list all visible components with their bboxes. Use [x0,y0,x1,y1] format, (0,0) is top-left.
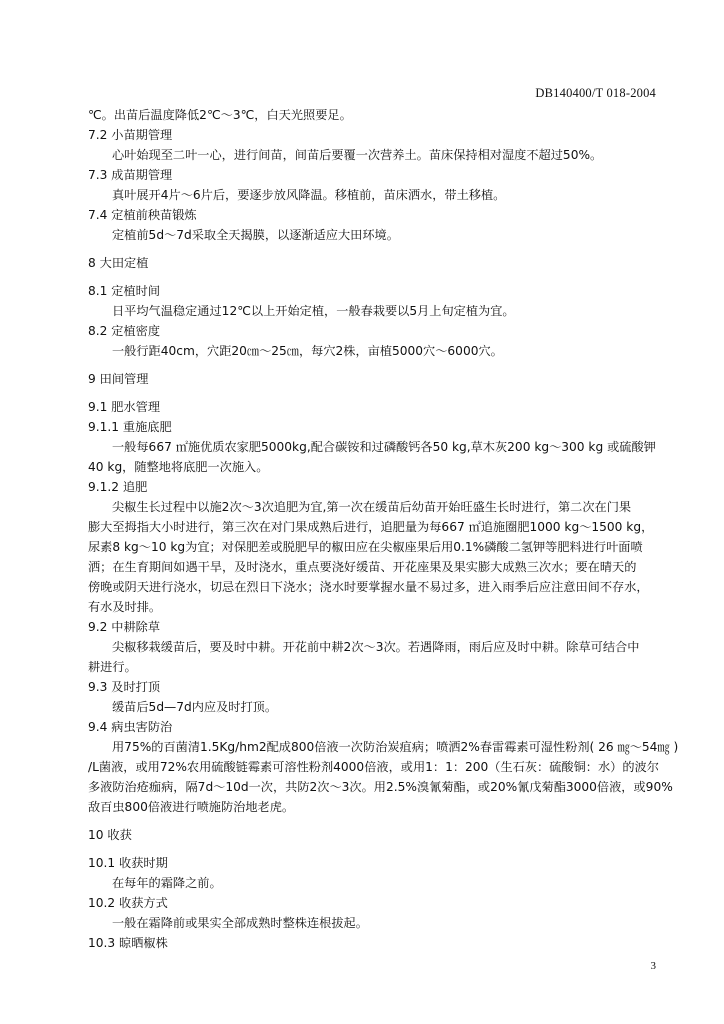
body-text: 用75%的百菌清1.5Kg/hm2配成800倍液一次防治炭疽病；喷洒2%春雷霉素可湿性粉剂( 26 ㎎～54㎎ ) [112,740,679,754]
section-heading: 10.3 晾晒椒株 [88,936,168,950]
body-text: 一般行距40cm，穴距20㎝～25㎝，每穴2株，亩植5000穴～6000穴。 [112,344,503,358]
section-heading: 9.4 病虫害防治 [88,720,173,734]
section-heading: 9.1 肥水管理 [88,400,161,414]
section-heading: 9.3 及时打顶 [88,680,161,694]
body-text: 敌百虫800倍液进行喷施防治地老虎。 [88,800,295,814]
section-heading: 8.2 定植密度 [88,324,161,338]
section-heading: 10.2 收获方式 [88,896,168,910]
subsection-heading: 9.1.2 追肥 [88,480,148,494]
body-text: ℃。出苗后温度降低2℃～3℃，白天光照要足。 [88,108,352,122]
body-text: 耕进行。 [88,660,137,674]
body-text: 洒；在生育期间如遇干旱，及时浇水，重点要浇好缓苗、开花座果及果实膨大成熟三次水；要在晴天的 [88,560,637,574]
chapter-heading: 9 田间管理 [88,372,149,386]
subsection-heading: 9.1.1 重施底肥 [88,420,172,434]
body-text: 一般在霜降前或果实全部成熟时整株连根拔起。 [112,916,368,930]
section-heading: 8.1 定植时间 [88,284,161,298]
body-text: 40 kg，随整地将底肥一次施入。 [88,460,269,474]
body-text: 傍晚或阴天进行浇水，切忌在烈日下浇水；浇水时要掌握水量不易过多，进入雨季后应注意田间不存水， [88,580,649,594]
body-text: 缓苗后5d—7d内应及时打顶。 [112,700,278,714]
body-text: 有水及时排。 [88,600,162,614]
chapter-heading: 8 大田定植 [88,256,149,270]
section-heading: 7.3 成苗期管理 [88,168,173,182]
section-heading: 7.4 定植前秧苗锻炼 [88,208,197,222]
body-text: 尿素8 kg～10 kg为宜；对保肥差或脱肥早的椒田应在尖椒座果后用0.1%磷酸二氢钾等肥料进行叶面喷 [88,540,643,554]
page-number: 3 [650,960,656,972]
body-text: 膨大至拇指大小时进行，第三次在对门果成熟后进行，追肥量为每667 ㎡追施圈肥1000 kg～1500 kg， [88,520,654,534]
body-text: 在每年的霜降之前。 [112,876,222,890]
body-text: 定植前5d～7d采取全天揭膜，以逐渐适应大田环境。 [112,228,399,242]
document-body [88,105,679,953]
body-text: 真叶展开4片～6片后，要逐步放风降温。移植前，苗床洒水，带土移植。 [112,188,506,202]
body-text: 尖椒移栽缓苗后，要及时中耕。开花前中耕2次～3次。若遇降雨，雨后应及时中耕。除草可结合中 [112,640,640,654]
body-text: 多液防治疮痂病，隔7d～10d一次，共防2次～3次。用2.5%溴氰菊酯，或20%氰戊菊酯3000倍液，或90% [88,780,673,794]
body-text: /L菌液，或用72%农用硫酸链霉素可溶性粉剂4000倍液，或用1：1：200（生石灰：硫酸铜：水）的波尔 [88,760,659,774]
chapter-heading: 10 收获 [88,828,132,842]
section-heading: 10.1 收获时期 [88,856,168,870]
section-heading: 9.2 中耕除草 [88,620,161,634]
section-heading: 7.2 小苗期管理 [88,128,173,142]
body-text: 尖椒生长过程中以施2次～3次追肥为宜,第一次在缓苗后幼苗开始旺盛生长时进行，第二次在门果 [112,500,632,514]
body-text: 一般每667 ㎡施优质农家肥5000kg,配合碳铵和过磷酸钙各50 kg,草木灰200 kg～300 kg 或硫酸钾 [112,440,656,454]
body-text: 日平均气温稳定通过12℃以上开始定植，一般春栽要以5月上旬定植为宜。 [112,304,515,318]
body-text: 心叶始现至二叶一心，进行间苗，间苗后要覆一次营养土。苗床保持相对湿度不超过50%。 [112,148,603,162]
document-code: DB140400/T 018-2004 [535,86,656,100]
